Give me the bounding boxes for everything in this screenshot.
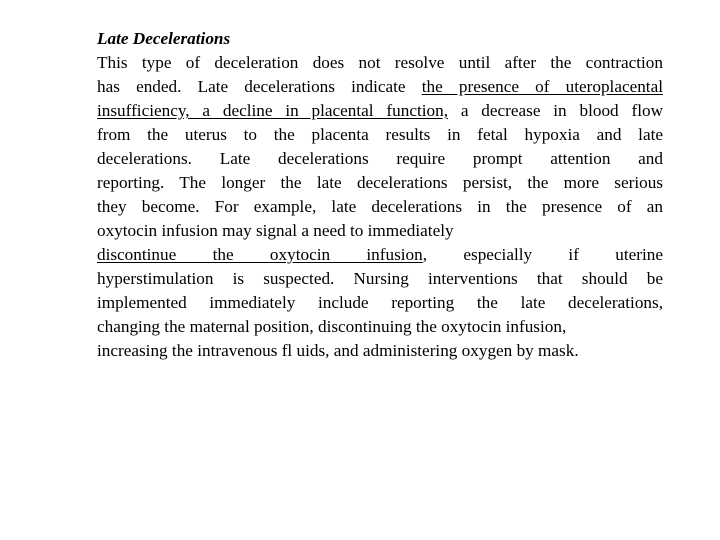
text-line [97, 219, 663, 243]
text-segment: decelerations. Late decelerations require prompt attention and [97, 149, 663, 168]
underlined-text: insufficiency, a decline in placental function, [97, 101, 448, 120]
text-line [97, 147, 663, 171]
section-heading: Late Decelerations [97, 29, 231, 48]
text-line [97, 195, 663, 219]
text-segment: , especially if uterine [422, 245, 663, 264]
text-segment: a decrease in blood flow [448, 101, 663, 120]
text-line [97, 291, 663, 315]
text-segment: they become. For example, late decelerations in the presence of an [97, 197, 663, 216]
text-line [97, 171, 663, 195]
document-body [97, 27, 663, 363]
text-segment: This type of deceleration does not resolve until after the contraction [97, 53, 663, 72]
text-line [97, 99, 663, 123]
text-segment: hyperstimulation is suspected. Nursing interventions that should be [97, 269, 663, 288]
body-paragraph [97, 51, 663, 363]
text-segment: has ended. Late decelerations indicate [97, 77, 422, 96]
text-line [97, 339, 663, 363]
text-segment: implemented immediately include reporting the late decelerations, [97, 293, 663, 312]
text-segment: reporting. The longer the late decelerations persist, the more serious [97, 173, 663, 192]
text-segment: increasing the intravenous fl uids, and administering oxygen by mask. [97, 341, 579, 360]
underlined-text: the [212, 245, 270, 264]
text-line [97, 51, 663, 75]
text-line [97, 267, 663, 291]
text-line [97, 75, 663, 99]
text-line [97, 123, 663, 147]
text-segment: changing the maternal position, discontinuing the oxytocin infusion, [97, 317, 567, 336]
text-line [97, 315, 663, 339]
underlined-text: oxytocin [269, 245, 367, 264]
text-segment: oxytocin infusion may signal a need to immediately [97, 221, 454, 240]
text-segment: from the uterus to the placenta results in fetal hypoxia and late [97, 125, 663, 144]
underlined-text: discontinue [97, 245, 213, 264]
underlined-text: infusion [366, 245, 423, 264]
text-line [97, 243, 663, 267]
underlined-text: the presence of uteroplacental [421, 77, 663, 96]
